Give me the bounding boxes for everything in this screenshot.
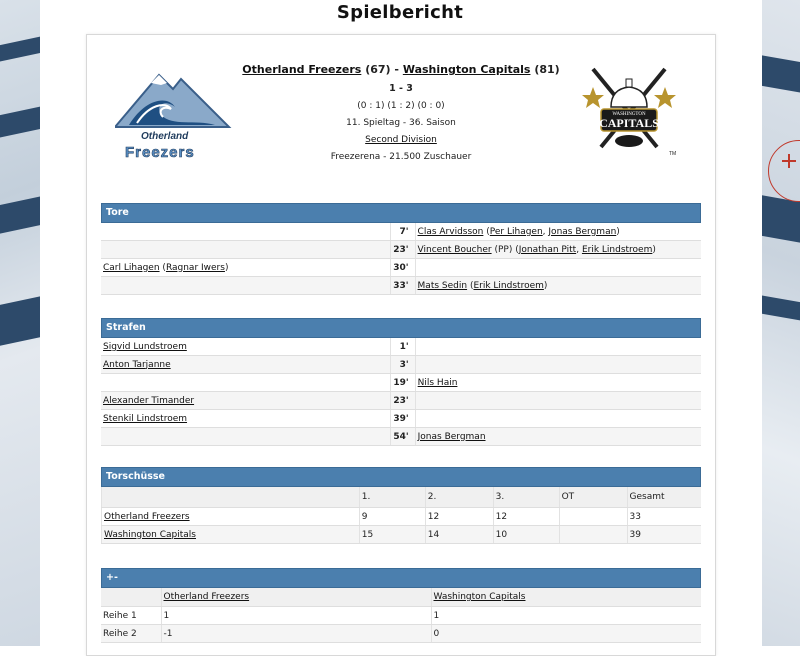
shots-ot xyxy=(559,508,627,526)
shots-col-header: 3. xyxy=(493,487,559,508)
goal-row: Carl Lihagen (Ragnar Iwers) 30' xyxy=(101,259,701,277)
shots-p3: 12 xyxy=(493,508,559,526)
capitol-dome-logo-icon xyxy=(579,65,679,161)
shots-col-header: 1. xyxy=(359,487,425,508)
shots-row xyxy=(102,508,702,526)
goals-section-header: Tore xyxy=(101,203,701,223)
page-title: Spielbericht xyxy=(336,2,464,23)
assist-link[interactable]: Erik Lindstroem xyxy=(581,244,653,255)
powerplay-tag: (PP) xyxy=(494,244,513,255)
plusminus-home-value: 1 xyxy=(161,607,431,625)
plusminus-row xyxy=(101,607,701,625)
goal-scorer-link[interactable]: Clas Arvidsson xyxy=(417,226,484,237)
shots-col-header xyxy=(102,487,360,508)
penalty-minute: 54' xyxy=(391,428,415,446)
home-team-link[interactable]: Otherland Freezers xyxy=(242,63,362,76)
plusminus-home-value: -1 xyxy=(161,625,431,643)
penalty-player-link[interactable]: Jonas Bergman xyxy=(417,431,486,442)
goal-scorer-link[interactable]: Carl Lihagen xyxy=(103,262,160,273)
match-report-panel xyxy=(86,34,716,656)
penalty-row xyxy=(101,410,701,428)
plusminus-home-link[interactable]: Otherland Freezers xyxy=(163,592,250,602)
goal-minute: 33' xyxy=(391,277,415,295)
period-scores: (0 : 1) (1 : 2) (0 : 0) xyxy=(357,101,445,111)
home-team-rating: (67) xyxy=(365,63,391,76)
penalties-section xyxy=(101,318,701,446)
shots-total: 33 xyxy=(627,508,701,526)
goals-section xyxy=(101,203,701,295)
svg-text:WASHINGTON: WASHINGTON xyxy=(612,112,646,117)
plusminus-header-row xyxy=(101,588,701,607)
away-team-rating: (81) xyxy=(534,63,560,76)
goal-row: 23' Vincent Boucher (PP) (Jonathan Pitt, Erik Lindstroem) xyxy=(101,241,701,259)
shots-team-link[interactable]: Otherland Freezers xyxy=(104,511,190,522)
right-rink-background xyxy=(762,0,800,646)
away-team-link[interactable]: Washington Capitals xyxy=(402,63,531,76)
plusminus-away-value: 0 xyxy=(431,625,701,643)
mountain-wave-logo-icon xyxy=(115,69,233,161)
match-header xyxy=(87,35,715,190)
shots-ot xyxy=(559,526,627,544)
svg-text:Freezers: Freezers xyxy=(125,144,195,161)
shots-col-header: OT xyxy=(559,487,627,508)
goal-scorer-link[interactable]: Vincent Boucher xyxy=(417,244,492,255)
penalty-player-link[interactable]: Anton Tarjanne xyxy=(103,359,171,370)
penalty-player-link[interactable]: Alexander Timander xyxy=(103,395,195,406)
venue-attendance: Freezerena - 21.500 Zuschauer xyxy=(330,152,472,162)
goal-minute: 23' xyxy=(391,241,415,259)
plusminus-col-header xyxy=(101,588,161,607)
division-link[interactable]: Second Division xyxy=(365,135,437,145)
penalty-row xyxy=(101,392,701,410)
shots-table xyxy=(101,487,701,544)
assist-link[interactable]: Per Lihagen xyxy=(489,226,543,237)
penalty-minute: 1' xyxy=(391,338,415,356)
svg-text:CAPITALS: CAPITALS xyxy=(599,116,659,130)
penalty-player-link[interactable]: Stenkil Lindstroem xyxy=(103,413,188,424)
final-score: 1 - 3 xyxy=(389,83,413,94)
penalties-section-header: Strafen xyxy=(101,318,701,338)
plusminus-section-header: +- xyxy=(101,568,701,588)
shots-total: 39 xyxy=(627,526,701,544)
shots-row xyxy=(102,526,702,544)
match-info xyxy=(227,63,575,162)
line-label: Reihe 2 xyxy=(101,625,161,643)
shots-p3: 10 xyxy=(493,526,559,544)
plusminus-table xyxy=(101,588,701,643)
matchday-season: 11. Spieltag - 36. Saison xyxy=(346,118,456,128)
svg-text:Otherland: Otherland xyxy=(141,131,189,142)
penalty-row xyxy=(101,428,701,446)
match-teams xyxy=(227,63,575,76)
goal-row: 33' Mats Sedin (Erik Lindstroem) xyxy=(101,277,701,295)
penalty-row xyxy=(101,338,701,356)
goal-minute: 7' xyxy=(391,223,415,241)
svg-text:TM: TM xyxy=(669,151,677,157)
left-rink-background xyxy=(0,0,40,646)
penalty-row xyxy=(101,356,701,374)
assist-link[interactable]: Jonas Bergman xyxy=(548,226,617,237)
assist-link[interactable]: Erik Lindstroem xyxy=(473,280,544,291)
penalty-minute: 19' xyxy=(391,374,415,392)
penalty-minute: 23' xyxy=(391,392,415,410)
plusminus-away-value: 1 xyxy=(431,607,701,625)
plusminus-row xyxy=(101,625,701,643)
shots-col-header: 2. xyxy=(425,487,493,508)
penalty-player-link[interactable]: Nils Hain xyxy=(417,377,458,388)
goals-table xyxy=(101,223,701,295)
penalty-minute: 3' xyxy=(391,356,415,374)
goal-row: 7' Clas Arvidsson (Per Lihagen, Jonas Bergman) xyxy=(101,223,701,241)
shots-section xyxy=(101,467,701,544)
plusminus-section xyxy=(101,568,701,643)
penalty-row xyxy=(101,374,701,392)
shots-col-header: Gesamt xyxy=(627,487,701,508)
shots-section-header: Torschüsse xyxy=(101,467,701,487)
shots-p1: 9 xyxy=(359,508,425,526)
shots-team-link[interactable]: Washington Capitals xyxy=(104,529,196,540)
penalties-table xyxy=(101,338,701,446)
shots-header-row xyxy=(102,487,702,508)
goal-minute: 30' xyxy=(391,259,415,277)
line-label: Reihe 1 xyxy=(101,607,161,625)
goal-scorer-link[interactable]: Mats Sedin xyxy=(417,280,468,291)
shots-p2: 14 xyxy=(425,526,493,544)
penalty-player-link[interactable]: Sigvid Lundstroem xyxy=(103,341,187,352)
shots-p2: 12 xyxy=(425,508,493,526)
penalty-minute: 39' xyxy=(391,410,415,428)
plusminus-away-link[interactable]: Washington Capitals xyxy=(433,592,526,602)
shots-p1: 15 xyxy=(359,526,425,544)
assist-link[interactable]: Ragnar Iwers xyxy=(165,262,225,273)
teams-separator: - xyxy=(394,63,399,76)
assist-link[interactable]: Jonathan Pitt xyxy=(518,244,577,255)
